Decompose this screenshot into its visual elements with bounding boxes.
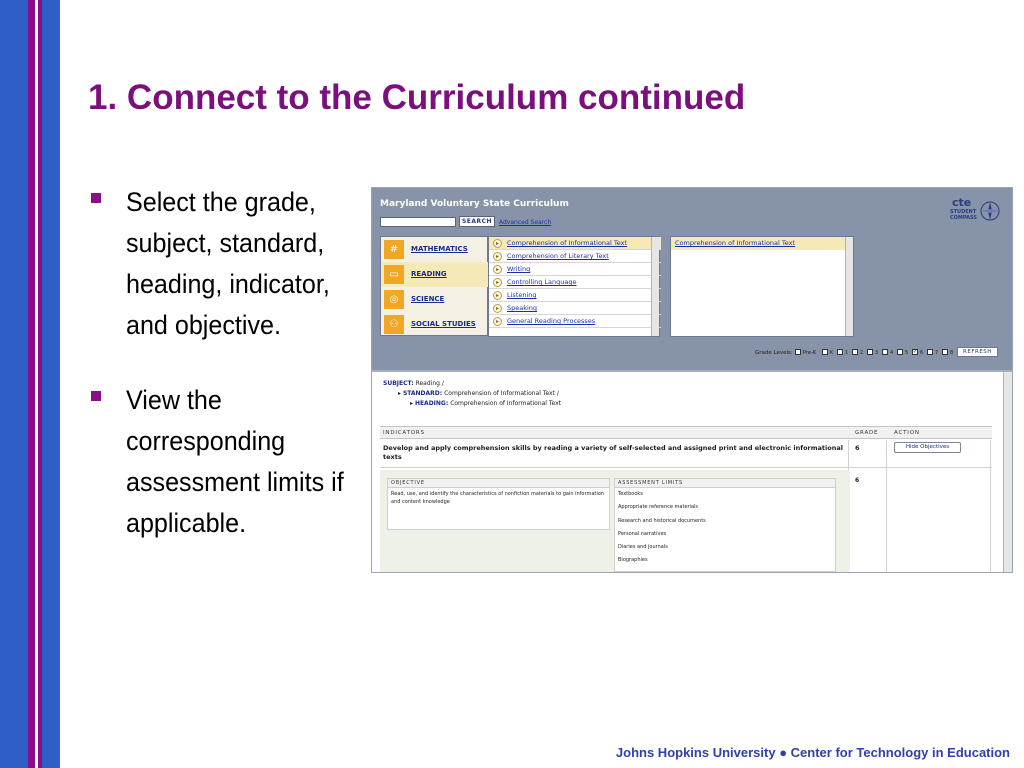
subject-item-reading[interactable] — [381, 262, 489, 287]
standard-item[interactable] — [489, 276, 661, 289]
standard-item[interactable] — [489, 302, 661, 315]
indicators-column-header: INDICATORS — [383, 430, 425, 436]
heading-label: Comprehension of Informational Text — [675, 239, 796, 247]
footer-university: Johns Hopkins University — [615, 745, 776, 760]
hash-icon: # — [384, 240, 404, 259]
refresh-button[interactable]: REFRESH — [957, 347, 998, 357]
indicators-table-header — [380, 426, 992, 439]
objective-text: Read, use, and identify the characteristics of nonfiction materials to gain information and content knowledge — [391, 491, 604, 505]
assessment-limits-box — [614, 478, 836, 572]
book-icon: ▭ — [384, 265, 404, 284]
subject-label: SCIENCE — [411, 295, 445, 303]
grade-checkbox-checked[interactable]: ✓ — [913, 349, 918, 355]
logo-subtext — [950, 209, 977, 221]
bullet-item — [88, 182, 370, 346]
standard-item[interactable] — [489, 315, 661, 328]
assessment-limit-item: Biographies — [618, 557, 648, 564]
row-divider — [380, 467, 992, 468]
triangle-right-icon: ▸ — [410, 400, 414, 407]
standard-item[interactable] — [489, 263, 661, 276]
breadcrumb-subject-value: Reading / — [415, 380, 444, 387]
arrow-circle-icon: ▸ — [493, 304, 502, 313]
assessment-limit-item: Research and historical documents — [618, 517, 706, 524]
grade-checkbox-label: 5 — [905, 350, 909, 356]
standard-item[interactable] — [489, 250, 661, 263]
left-decoration-stripe — [28, 0, 35, 768]
cte-logo — [950, 196, 1002, 224]
arrow-circle-icon: ▸ — [493, 265, 502, 274]
triangle-right-icon: ▸ — [398, 390, 402, 397]
breadcrumb-heading — [410, 400, 561, 407]
assessment-limit-item: Personal narratives — [618, 530, 667, 537]
app-title: Maryland Voluntary State Curriculum — [380, 199, 569, 209]
bullet-text: Select the grade, subject, standard, heading, indicator, and objective. — [126, 187, 330, 340]
subject-item-science[interactable] — [381, 287, 489, 312]
indicator-text: Develop and apply comprehension skills by reading a variety of self-selected and assigned print and electronic informational texts — [383, 444, 843, 461]
subject-label: SOCIAL STUDIES — [411, 320, 476, 328]
indicator-grade: 6 — [855, 444, 860, 452]
grade-checkbox[interactable] — [852, 349, 858, 355]
bullet-item — [88, 380, 370, 544]
arrow-circle-icon: ▸ — [493, 239, 502, 248]
grade-column-header: GRADE — [855, 430, 879, 436]
heading-item[interactable] — [671, 237, 845, 250]
standard-label: Speaking — [507, 304, 538, 312]
left-decoration-bar — [0, 0, 28, 768]
logo-subtext-line: COMPASS — [950, 215, 977, 221]
standard-label: General Reading Processes — [507, 317, 596, 325]
objective-header: OBJECTIVE — [388, 479, 609, 488]
standard-label: Comprehension of Informational Text — [507, 239, 628, 247]
subject-menu — [380, 236, 488, 336]
breadcrumb-standard-label: STANDARD: — [402, 390, 443, 397]
objective-grade: 6 — [855, 477, 860, 484]
logo-text: cte — [952, 196, 972, 209]
action-column-header: ACTION — [894, 430, 920, 436]
standards-list — [488, 236, 660, 337]
grade-checkbox-label: 1 — [845, 350, 849, 356]
column-divider — [886, 440, 887, 572]
grade-checkbox[interactable] — [942, 349, 948, 355]
curriculum-header-panel — [372, 188, 1012, 370]
grade-checkbox[interactable] — [882, 349, 888, 355]
grade-checkbox[interactable] — [795, 349, 801, 355]
breadcrumb-heading-value: Comprehension of Informational Text — [450, 400, 562, 407]
grade-checkbox-label: 6 — [920, 350, 924, 356]
grade-checkbox-label: 7 — [935, 350, 939, 356]
headings-scrollbar[interactable] — [845, 237, 853, 336]
standard-label: Listening — [507, 291, 537, 299]
grade-checkbox-label: Pre-K — [803, 350, 817, 356]
subject-label: MATHEMATICS — [411, 245, 468, 253]
breadcrumb-standard-value: Comprehension of Informational Text / — [444, 390, 559, 397]
objective-row — [380, 470, 850, 572]
bullet-list — [88, 182, 370, 578]
grade-checkbox[interactable] — [822, 349, 828, 355]
slide-title: 1. Connect to the Curriculum continued — [88, 78, 746, 117]
curriculum-results-panel — [372, 370, 1012, 573]
people-icon: ⚇ — [384, 315, 404, 334]
footer-bullet-dot: ● — [779, 745, 788, 760]
compass-icon — [978, 200, 1002, 222]
column-divider — [990, 440, 991, 572]
grade-checkbox[interactable] — [837, 349, 843, 355]
subject-item-mathematics[interactable] — [381, 237, 489, 262]
assessment-limits-header: ASSESSMENT LIMITS — [615, 479, 835, 488]
grade-checkbox-label: 4 — [890, 350, 894, 356]
objective-box — [387, 478, 610, 530]
grade-levels-label: Grade Levels: — [755, 350, 793, 356]
bullet-text: View the corresponding assessment limits if applicable. — [126, 385, 344, 538]
grade-checkbox-label: 3 — [875, 350, 879, 356]
grade-checkbox-label: 8 — [950, 350, 954, 356]
headings-list — [670, 236, 854, 337]
left-decoration-bar-2 — [42, 0, 60, 768]
standard-label: Writing — [507, 265, 531, 273]
grade-checkbox-label: 2 — [860, 350, 864, 356]
arrow-circle-icon: ▸ — [493, 252, 502, 261]
advanced-search-link[interactable]: Advanced Search — [499, 219, 552, 226]
search-button[interactable]: SEARCH — [459, 216, 495, 227]
subject-item-social-studies[interactable] — [381, 312, 489, 337]
hide-objectives-button[interactable]: Hide Objectives — [894, 442, 961, 453]
assessment-limit-item: Appropriate reference materials — [618, 504, 699, 511]
breadcrumb-heading-label: HEADING: — [414, 400, 449, 407]
assessment-limit-item: Diaries and journals — [618, 544, 668, 551]
assessment-limit-item: Textbooks — [618, 491, 643, 497]
standard-label: Comprehension of Literary Text — [507, 252, 609, 260]
atom-icon: ◎ — [384, 290, 404, 309]
standards-scrollbar[interactable] — [651, 237, 659, 336]
standard-item[interactable] — [489, 289, 661, 302]
bullet-square-icon — [91, 391, 101, 401]
arrow-circle-icon: ▸ — [493, 291, 502, 300]
slide-footer — [616, 745, 1010, 760]
standard-item[interactable] — [489, 237, 661, 250]
arrow-circle-icon: ▸ — [493, 278, 502, 287]
grade-checkbox[interactable] — [867, 349, 873, 355]
search-input[interactable] — [380, 217, 456, 227]
footer-center: Center for Technology in Education — [790, 745, 1010, 760]
breadcrumb-subject — [383, 380, 444, 387]
breadcrumb-standard — [398, 390, 559, 397]
arrow-circle-icon: ▸ — [493, 317, 502, 326]
breadcrumb-subject-label: SUBJECT: — [383, 380, 414, 387]
grade-checkbox[interactable] — [897, 349, 903, 355]
logo-subtext-line: STUDENT — [950, 209, 977, 215]
standard-label: Controlling Language — [507, 278, 577, 286]
curriculum-screenshot — [371, 187, 1013, 573]
results-scrollbar[interactable] — [1003, 372, 1012, 572]
grade-checkbox[interactable] — [927, 349, 933, 355]
subject-label: READING — [411, 270, 447, 278]
grade-checkbox-label: K — [830, 350, 834, 356]
bullet-square-icon — [91, 193, 101, 203]
